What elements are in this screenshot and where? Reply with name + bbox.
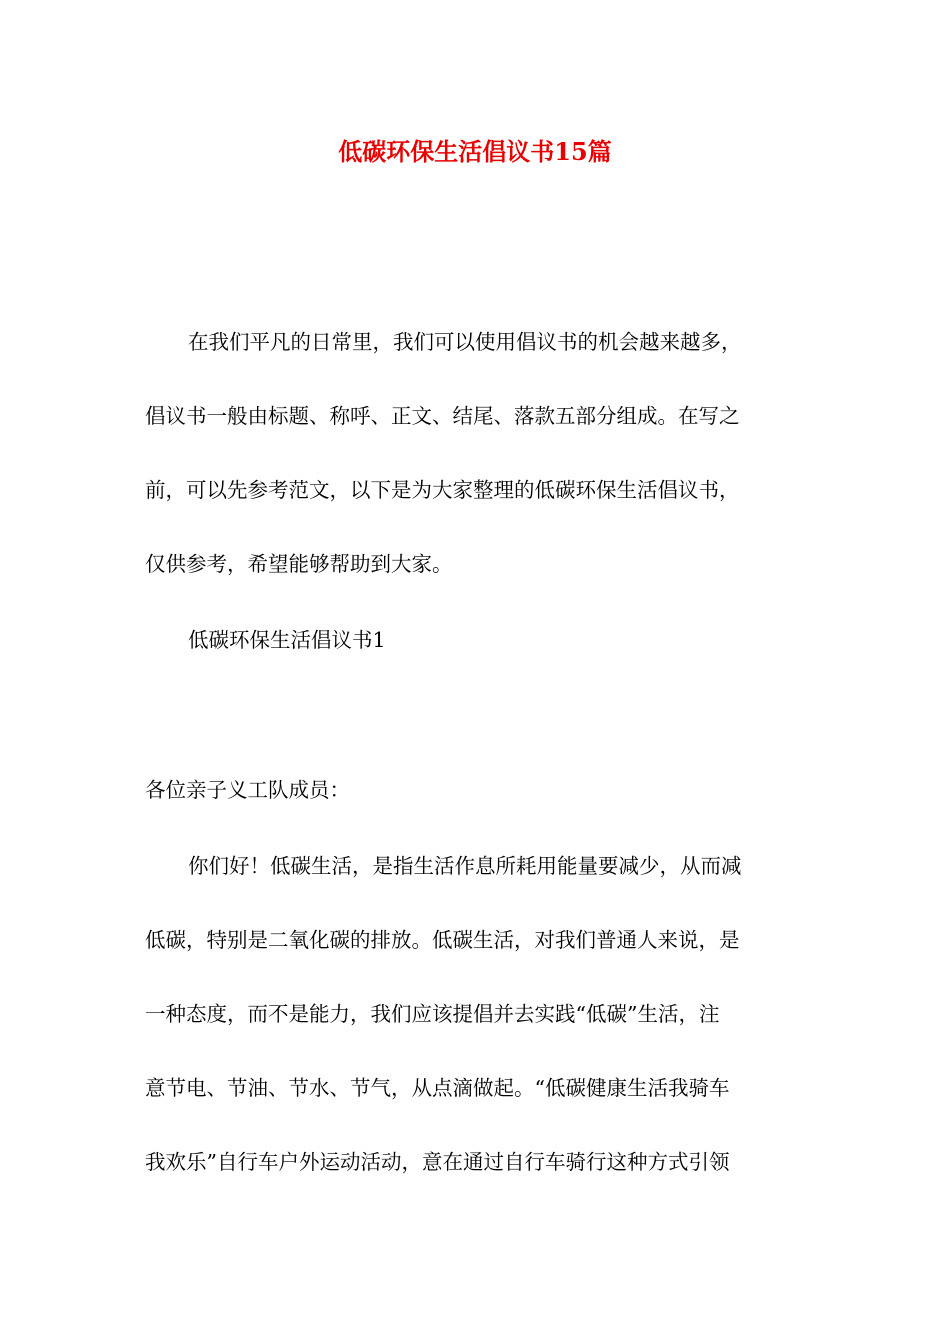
intro-line-1: 在我们平凡的日常里，我们可以使用倡议书的机会越来越多， (188, 330, 742, 354)
salutation: 各位亲子义工队成员： (145, 778, 350, 802)
section-heading: 低碳环保生活倡议书1 (188, 628, 386, 652)
intro-line-3: 前，可以先参考范文，以下是为大家整理的低碳环保生活倡议书， (145, 478, 740, 502)
body-line-1: 你们好！低碳生活，是指生活作息所耗用能量要减少，从而减 (188, 854, 742, 878)
intro-line-4: 仅供参考，希望能够帮助到大家。 (145, 552, 453, 576)
document-title: 低碳环保生活倡议书15篇 (338, 137, 612, 166)
body-line-5: 我欢乐”自行车户外运动活动，意在通过自行车骑行这种方式引领 (145, 1150, 730, 1174)
body-line-4: 意节电、节油、节水、节气，从点滴做起。“低碳健康生活我骑车 (145, 1076, 730, 1100)
body-line-2: 低碳，特别是二氧化碳的排放。低碳生活，对我们普通人来说，是 (145, 928, 740, 952)
body-line-3: 一种态度，而不是能力，我们应该提倡并去实践“低碳”生活，注 (145, 1002, 720, 1026)
intro-line-2: 倡议书一般由标题、称呼、正文、结尾、落款五部分组成。在写之 (145, 404, 740, 428)
